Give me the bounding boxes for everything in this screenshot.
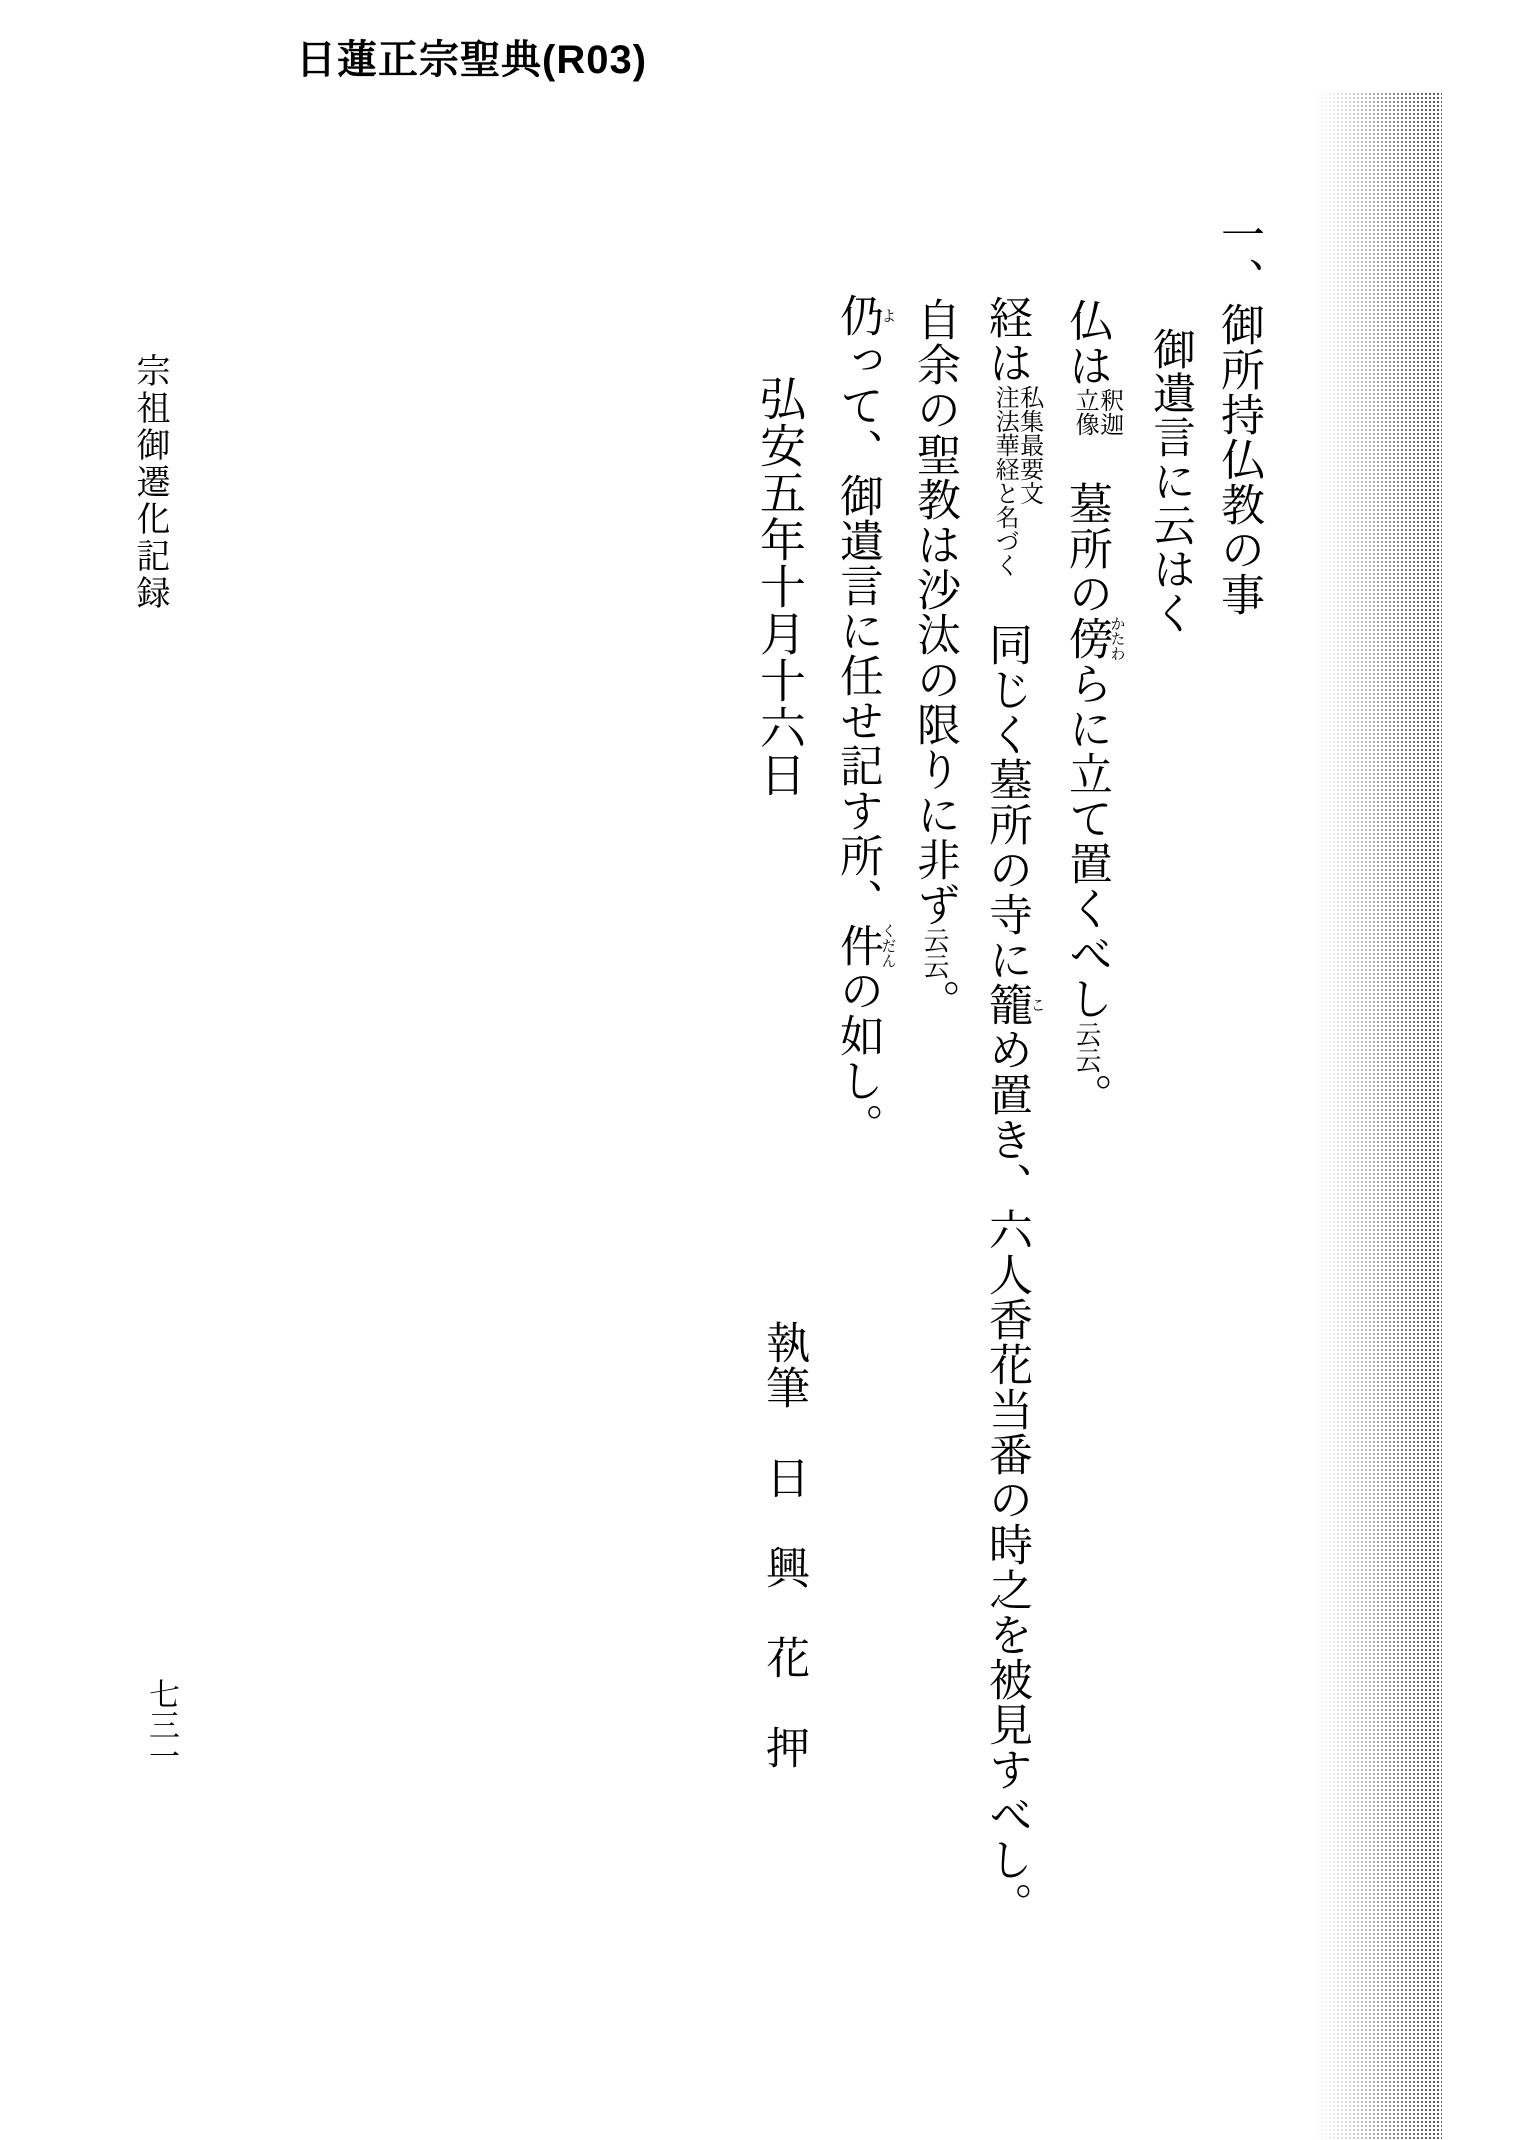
date-column: 弘安五年十月十六日 — [754, 375, 805, 798]
furigana-annotated-char: 籠こ — [982, 982, 1045, 1027]
body-column-yotte: 仍よって、御遺言に任せ記す所、件くだんの如し。 — [833, 293, 896, 1148]
small-repeat-chars: 云云 — [1072, 1021, 1101, 1073]
body-column-kyo: 経は 私集最要文 注法華経と名づく 同じく墓所の寺に籠こめ置き、六人香花当番の時之を被見すべし。 — [982, 295, 1045, 1927]
book-header-title: 日蓮正宗聖典(R03) — [296, 38, 648, 82]
body-column-jiyo: 自余の聖教は沙汰の限りに非ず云云。 — [910, 297, 959, 1024]
furigana-annotated-char: 仍よ — [833, 293, 896, 338]
signature-column: 執筆 日 興 花 押 — [759, 1320, 808, 1770]
page-number-label: 七三一 — [144, 1678, 179, 1771]
scan-edge-shadow — [1312, 92, 1442, 2140]
body-column-butsu: 仏は 釈迦 立像 墓所の傍かたわらに立て置くべし云云。 — [1062, 298, 1125, 1118]
furigana-annotated-char: 傍かたわ — [1062, 616, 1125, 661]
small-repeat-chars: 云云 — [920, 927, 949, 979]
body-column-goyuigon-intro: 御遺言に云はく — [1147, 327, 1194, 635]
furigana-annotated-char: 件くだん — [833, 923, 896, 968]
warichu-inline-note: 私集最要文 注法華経と名づく — [991, 385, 1042, 577]
warichu-inline-note: 釈迦 立像 — [1071, 388, 1122, 436]
work-title-label: 宗祖御遷化記録 — [131, 353, 168, 612]
section-title-column: 一、御所持仏教の事 — [1214, 212, 1263, 617]
